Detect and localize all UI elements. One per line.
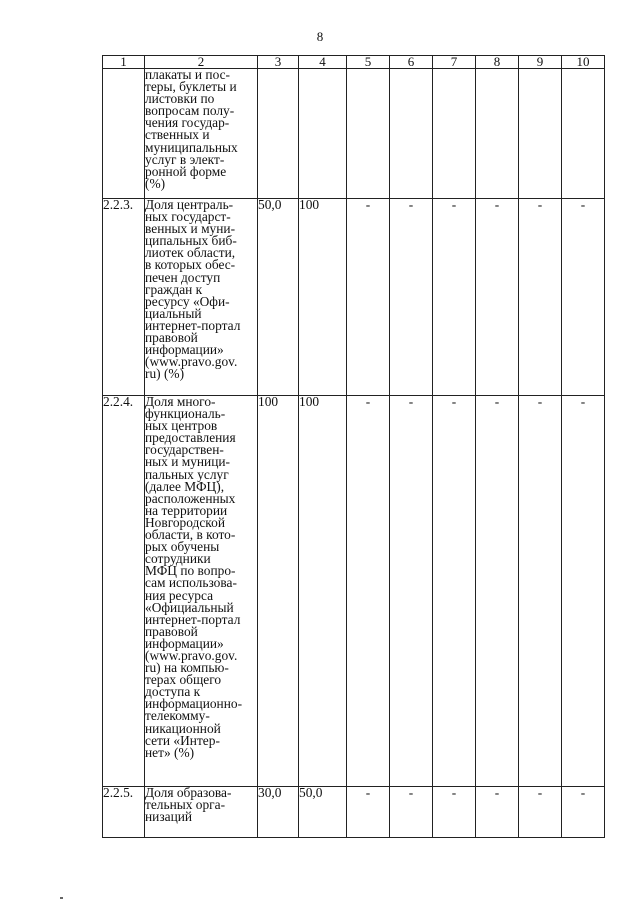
- description-line: листовки по: [145, 91, 215, 107]
- value-col-10: [562, 69, 605, 199]
- value-col-6: [390, 69, 433, 199]
- value-col-5: -: [347, 787, 390, 838]
- description-line: ru) на компью-: [145, 660, 229, 676]
- description-line: венных и муни-: [145, 221, 236, 237]
- description-line: информационно-: [145, 696, 243, 712]
- value-col-5: [347, 69, 390, 199]
- description-line: вопросам полу-: [145, 103, 235, 119]
- description-line: правовой: [145, 330, 198, 346]
- description-line: сети «Интер-: [145, 732, 220, 748]
- description-line: области, в кото-: [145, 527, 236, 543]
- value-col-6: -: [390, 787, 433, 838]
- column-header: 5: [347, 56, 390, 69]
- value-col-10: -: [562, 199, 605, 396]
- table-row: [103, 787, 605, 838]
- column-header: 6: [390, 56, 433, 69]
- table-row: [103, 396, 605, 787]
- description-line: доступа к: [145, 684, 201, 700]
- description-line: ных центров: [145, 418, 218, 434]
- description-line: ственных и: [145, 127, 210, 143]
- description-line: предоставления: [145, 430, 236, 446]
- description-line: муниципальных: [145, 139, 238, 155]
- column-header: 1: [103, 56, 145, 69]
- description-line: рых обучены: [145, 539, 220, 555]
- value-col-5: -: [347, 396, 390, 787]
- value-col-7: -: [433, 396, 476, 787]
- value-col-3: 50,0: [258, 199, 299, 396]
- value-col-8: -: [476, 199, 519, 396]
- value-col-7: -: [433, 199, 476, 396]
- description-line: «Официальный: [145, 599, 234, 615]
- value-col-4: 100: [299, 396, 347, 787]
- indicator-description: [145, 787, 258, 838]
- description-line: информации»: [145, 635, 224, 651]
- indicator-description: [145, 199, 258, 396]
- description-line: сам использова-: [145, 575, 237, 591]
- column-header: 3: [258, 56, 299, 69]
- description-line: (далее МФЦ),: [145, 478, 225, 494]
- table-row: [103, 69, 605, 199]
- description-line: (%): [145, 175, 166, 191]
- description-line: (www.pravo.gov.: [145, 354, 238, 370]
- description-line: государствен-: [145, 442, 224, 458]
- description-line: ципальных биб-: [145, 233, 237, 249]
- description-line: Доля централь-: [145, 197, 234, 212]
- value-col-7: -: [433, 787, 476, 838]
- row-number: 2.2.5.: [103, 787, 145, 838]
- value-col-4: 50,0: [299, 787, 347, 838]
- value-col-3: [258, 69, 299, 199]
- row-number: 2.2.3.: [103, 199, 145, 396]
- scan-mark: [60, 897, 63, 899]
- column-header: 8: [476, 56, 519, 69]
- value-col-3: 30,0: [258, 787, 299, 838]
- description-line: чения государ-: [145, 115, 230, 131]
- description-line: услуг в элект-: [145, 151, 225, 167]
- value-col-6: -: [390, 396, 433, 787]
- description-line: ния ресурса: [145, 587, 214, 603]
- description-line: ных государст-: [145, 209, 231, 225]
- value-col-9: -: [519, 396, 562, 787]
- value-col-8: -: [476, 787, 519, 838]
- description-line: в которых обес-: [145, 257, 236, 273]
- description-line: на территории: [145, 502, 228, 518]
- value-col-9: -: [519, 787, 562, 838]
- description-line: интернет-портал: [145, 611, 241, 627]
- description-line: лиотек области,: [145, 245, 236, 261]
- description-line: сотрудники: [145, 551, 211, 567]
- indicator-description: [145, 69, 258, 199]
- description-line: функциональ-: [145, 406, 226, 422]
- row-number: [103, 69, 145, 199]
- description-line: интернет-портал: [145, 317, 241, 333]
- description-line: ресурсу «Офи-: [145, 293, 230, 309]
- description-line: циальный: [145, 305, 202, 321]
- value-col-9: -: [519, 199, 562, 396]
- value-col-10: -: [562, 787, 605, 838]
- description-line: нет» (%): [145, 744, 195, 760]
- value-col-9: [519, 69, 562, 199]
- column-header: 2: [145, 56, 258, 69]
- value-col-8: -: [476, 396, 519, 787]
- indicator-description: [145, 396, 258, 787]
- description-line: терах общего: [145, 672, 222, 688]
- table-row: [103, 199, 605, 396]
- description-line: низаций: [145, 809, 193, 825]
- description-line: информации»: [145, 342, 224, 358]
- description-line: Доля образова-: [145, 785, 232, 800]
- description-line: расположенных: [145, 490, 236, 506]
- description-line: тельных орга-: [145, 797, 226, 813]
- value-col-3: 100: [258, 396, 299, 787]
- indicator-table: [102, 55, 605, 838]
- description-line: плакаты и пос-: [145, 67, 230, 82]
- description-line: правовой: [145, 623, 198, 639]
- description-line: ru) (%): [145, 366, 185, 382]
- description-line: Доля много-: [145, 394, 216, 409]
- description-line: ронной форме: [145, 163, 227, 179]
- column-header: 10: [562, 56, 605, 69]
- description-line: Новгородской: [145, 514, 225, 530]
- column-header: 9: [519, 56, 562, 69]
- description-line: теры, буклеты и: [145, 79, 237, 95]
- value-col-8: [476, 69, 519, 199]
- value-col-7: [433, 69, 476, 199]
- description-line: МФЦ по вопро-: [145, 563, 236, 579]
- row-number: 2.2.4.: [103, 396, 145, 787]
- description-line: никационной: [145, 720, 221, 736]
- value-col-4: [299, 69, 347, 199]
- description-line: пальных услуг: [145, 466, 229, 482]
- page-number: 8: [316, 29, 324, 44]
- description-line: телекомму-: [145, 708, 210, 724]
- description-line: (www.pravo.gov.: [145, 647, 238, 663]
- description-line: печен доступ: [145, 269, 221, 285]
- value-col-10: -: [562, 396, 605, 787]
- description-line: граждан к: [145, 281, 203, 297]
- value-col-5: -: [347, 199, 390, 396]
- column-header: 7: [433, 56, 476, 69]
- value-col-6: -: [390, 199, 433, 396]
- column-header: 4: [299, 56, 347, 69]
- value-col-4: 100: [299, 199, 347, 396]
- description-line: ных и муници-: [145, 454, 231, 470]
